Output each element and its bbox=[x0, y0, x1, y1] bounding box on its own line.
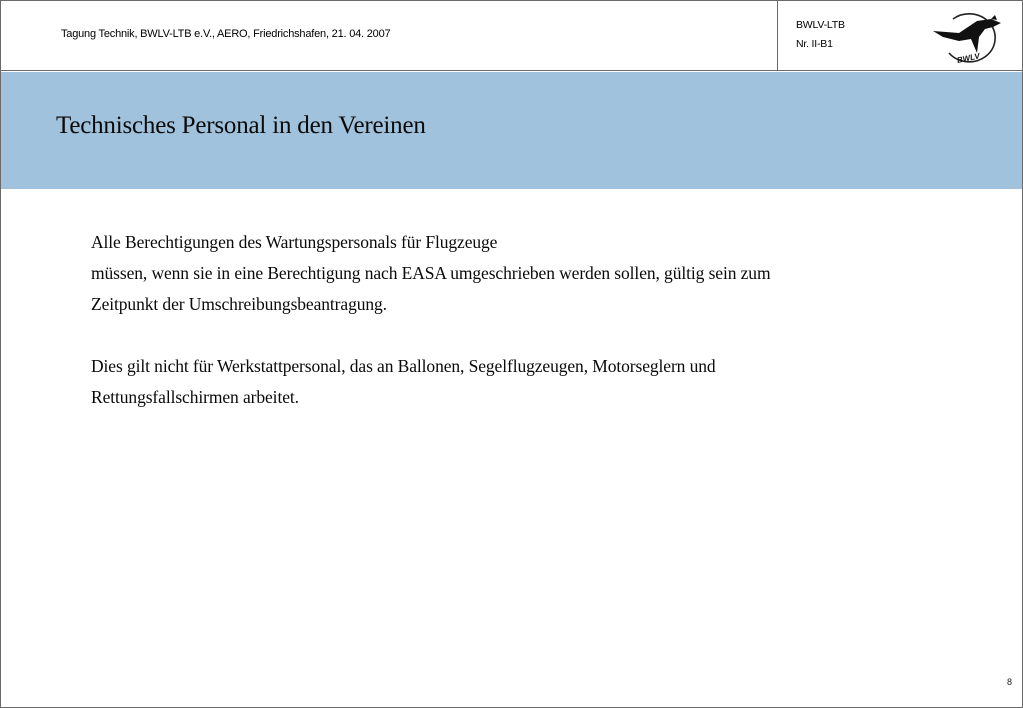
header-divider bbox=[777, 1, 778, 71]
bird-logo-icon bbox=[931, 9, 1005, 67]
paragraph1-line3: Zeitpunkt der Umschreibungsbeantragung. bbox=[91, 294, 387, 314]
paragraph2-line1: Dies gilt nicht für Werkstattpersonal, das an Ballonen, Segelflugzeugen, Motorseglern und bbox=[91, 356, 716, 376]
org-info bbox=[796, 16, 845, 54]
paragraph-gap bbox=[91, 320, 971, 351]
conference-info: Tagung Technik, BWLV-LTB e.V., AERO, Friedrichshafen, 21. 04. 2007 bbox=[61, 28, 391, 40]
slide-title: Technisches Personal in den Vereinen bbox=[56, 112, 426, 139]
logo-text: BWLV bbox=[956, 51, 981, 65]
paragraph1-line2: müssen, wenn sie in eine Berechtigung nach EASA umgeschrieben werden sollen, gültig sein zum bbox=[91, 263, 771, 283]
header bbox=[1, 1, 1022, 71]
org-name: BWLV-LTB bbox=[796, 19, 845, 31]
page-number: 8 bbox=[1006, 677, 1012, 687]
slide-content bbox=[91, 227, 971, 413]
paragraph2-line2: Rettungsfallschirmen arbeitet. bbox=[91, 387, 299, 407]
title-band bbox=[1, 72, 1022, 189]
document-number: Nr. II-B1 bbox=[796, 38, 833, 50]
paragraph1-line1: Alle Berechtigungen des Wartungspersonals für Flugzeuge bbox=[91, 232, 498, 252]
